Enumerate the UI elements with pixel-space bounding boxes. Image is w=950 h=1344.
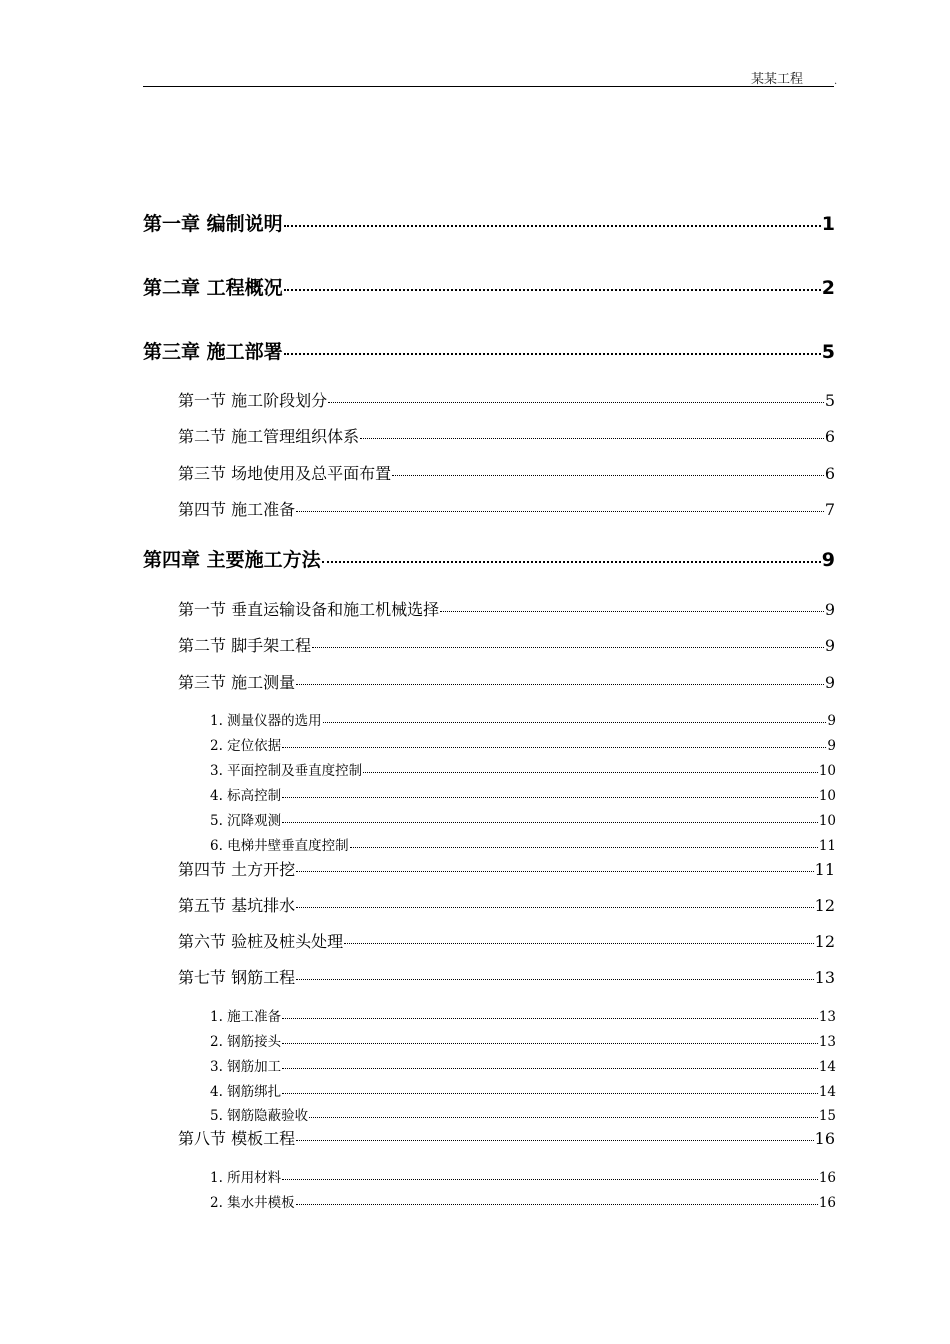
toc-entry[interactable] (178, 857, 835, 880)
toc-entry-page: 13 (818, 1034, 836, 1050)
toc-leader-dots (282, 1018, 818, 1019)
toc-entry-page: 13 (814, 968, 835, 987)
toc-leader-dots (323, 722, 827, 723)
toc-entry-page: 2 (821, 277, 835, 299)
toc-entry-label: 第二章 工程概况 (143, 277, 283, 299)
toc-entry[interactable] (178, 597, 835, 620)
toc-entry-label: 第二节 脚手架工程 (178, 636, 312, 655)
toc-entry-page: 5 (821, 341, 835, 363)
toc-entry-label: 4. 钢筋绑扎 (210, 1084, 282, 1100)
toc-entry-label: 第三节 场地使用及总平面布置 (178, 464, 392, 483)
toc-entry[interactable] (210, 1080, 836, 1100)
toc-entry[interactable] (178, 893, 835, 916)
toc-entry-label: 2. 定位依据 (210, 738, 282, 754)
toc-entry-page: 6 (824, 427, 835, 446)
toc-leader-dots (296, 684, 824, 685)
toc-leader-dots (296, 871, 814, 872)
toc-entry-page: 9 (824, 636, 835, 655)
toc-leader-dots (282, 797, 818, 798)
toc-entry-label: 第七节 钢筋工程 (178, 968, 296, 987)
toc-entry-page: 11 (814, 860, 835, 879)
toc-leader-dots (344, 943, 814, 944)
toc-entry-page: 5 (824, 391, 835, 410)
header-mark: . (834, 76, 838, 87)
toc-entry-page: 14 (818, 1059, 836, 1075)
toc-leader-dots (440, 611, 824, 612)
toc-entry-label: 第四节 土方开挖 (178, 860, 296, 879)
toc-entry-page: 10 (818, 763, 836, 779)
toc-entry[interactable] (210, 759, 836, 779)
toc-entry-label: 5. 沉降观测 (210, 813, 282, 829)
toc-entry-page: 13 (818, 1009, 836, 1025)
toc-leader-dots (322, 561, 821, 563)
toc-leader-dots (363, 772, 818, 773)
toc-entry-label: 第四节 施工准备 (178, 500, 296, 519)
toc-entry[interactable] (210, 809, 836, 829)
toc-entry[interactable] (178, 497, 835, 520)
toc-entry-page: 6 (824, 464, 835, 483)
toc-entry-label: 第一章 编制说明 (143, 213, 283, 235)
header-title: 某某工程 (751, 72, 804, 87)
toc-leader-dots (296, 511, 824, 512)
toc-entry-page: 16 (818, 1170, 836, 1186)
toc-entry-page: 7 (824, 500, 835, 519)
toc-entry[interactable] (178, 929, 835, 952)
toc-entry[interactable] (143, 273, 835, 300)
toc-entry-page: 15 (818, 1108, 836, 1124)
toc-entry-label: 第五节 基坑排水 (178, 896, 296, 915)
toc-entry-label: 2. 集水井模板 (210, 1195, 295, 1211)
toc-leader-dots (282, 822, 818, 823)
toc-entry-page: 9 (827, 738, 836, 754)
toc-entry[interactable] (210, 834, 836, 854)
toc-entry-label: 第四章 主要施工方法 (143, 549, 321, 571)
toc-leader-dots (392, 475, 824, 476)
toc-entry-label: 1. 施工准备 (210, 1009, 282, 1025)
toc-leader-dots (312, 647, 824, 648)
header-rule (143, 86, 834, 87)
toc-leader-dots (350, 847, 818, 848)
toc-entry-page: 9 (821, 549, 835, 571)
toc-entry-label: 3. 钢筋加工 (210, 1059, 282, 1075)
toc-leader-dots (282, 1068, 818, 1069)
toc-entry[interactable] (178, 388, 835, 411)
toc-entry[interactable] (210, 1055, 836, 1075)
toc-leader-dots (328, 402, 824, 403)
toc-entry-page: 16 (814, 1129, 835, 1148)
toc-entry[interactable] (210, 1005, 836, 1025)
toc-entry-label: 第八节 模板工程 (178, 1129, 296, 1148)
toc-leader-dots (282, 747, 826, 748)
toc-entry-label: 第二节 施工管理组织体系 (178, 427, 360, 446)
toc-entry-page: 9 (824, 600, 835, 619)
toc-entry[interactable] (210, 709, 836, 729)
toc-entry[interactable] (210, 784, 836, 804)
toc-leader-dots (282, 1043, 818, 1044)
toc-entry[interactable] (210, 734, 836, 754)
toc-entry-page: 14 (818, 1084, 836, 1100)
toc-entry-label: 1. 测量仪器的选用 (210, 713, 322, 729)
toc-leader-dots (296, 1204, 818, 1205)
toc-leader-dots (284, 353, 821, 355)
toc-leader-dots (296, 1140, 814, 1141)
toc-entry[interactable] (178, 965, 835, 988)
toc-leader-dots (296, 907, 814, 908)
toc-entry[interactable] (178, 670, 835, 693)
toc-entry-page: 10 (818, 813, 836, 829)
toc-entry-label: 第三章 施工部署 (143, 341, 283, 363)
toc-leader-dots (284, 289, 821, 291)
toc-entry-page: 1 (821, 213, 835, 235)
toc-entry-page: 16 (818, 1195, 836, 1211)
toc-entry[interactable] (178, 633, 835, 656)
toc-entry-label: 3. 平面控制及垂直度控制 (210, 763, 363, 779)
toc-leader-dots (282, 1179, 818, 1180)
toc-entry[interactable] (178, 424, 835, 447)
toc-entry-label: 2. 钢筋接头 (210, 1034, 282, 1050)
toc-entry-label: 第三节 施工测量 (178, 673, 296, 692)
toc-leader-dots (284, 225, 821, 227)
toc-entry-label: 第六节 验桩及桩头处理 (178, 932, 344, 951)
toc-entry[interactable] (143, 337, 835, 364)
toc-entry-page: 10 (818, 788, 836, 804)
toc-entry[interactable] (143, 209, 835, 236)
toc-entry-page: 9 (824, 673, 835, 692)
toc-entry[interactable] (210, 1166, 836, 1186)
toc-entry[interactable] (178, 461, 835, 484)
toc-entry[interactable] (210, 1191, 836, 1211)
toc-entry[interactable] (143, 545, 835, 572)
toc-entry[interactable] (178, 1126, 835, 1149)
toc-entry[interactable] (210, 1030, 836, 1050)
toc-entry-page: 12 (814, 896, 835, 915)
toc-leader-dots (360, 438, 824, 439)
toc-leader-dots (296, 979, 814, 980)
toc-entry[interactable] (210, 1104, 836, 1124)
toc-leader-dots (282, 1093, 818, 1094)
toc-entry-label: 5. 钢筋隐蔽验收 (210, 1108, 309, 1124)
toc-entry-label: 第一节 施工阶段划分 (178, 391, 328, 410)
toc-entry-label: 1. 所用材料 (210, 1170, 282, 1186)
toc-entry-page: 11 (818, 838, 836, 854)
toc-entry-label: 第一节 垂直运输设备和施工机械选择 (178, 600, 440, 619)
toc-entry-page: 12 (814, 932, 835, 951)
toc-entry-label: 4. 标高控制 (210, 788, 282, 804)
toc-leader-dots (309, 1117, 818, 1118)
toc-entry-page: 9 (827, 713, 836, 729)
toc-entry-label: 6. 电梯井壁垂直度控制 (210, 838, 349, 854)
